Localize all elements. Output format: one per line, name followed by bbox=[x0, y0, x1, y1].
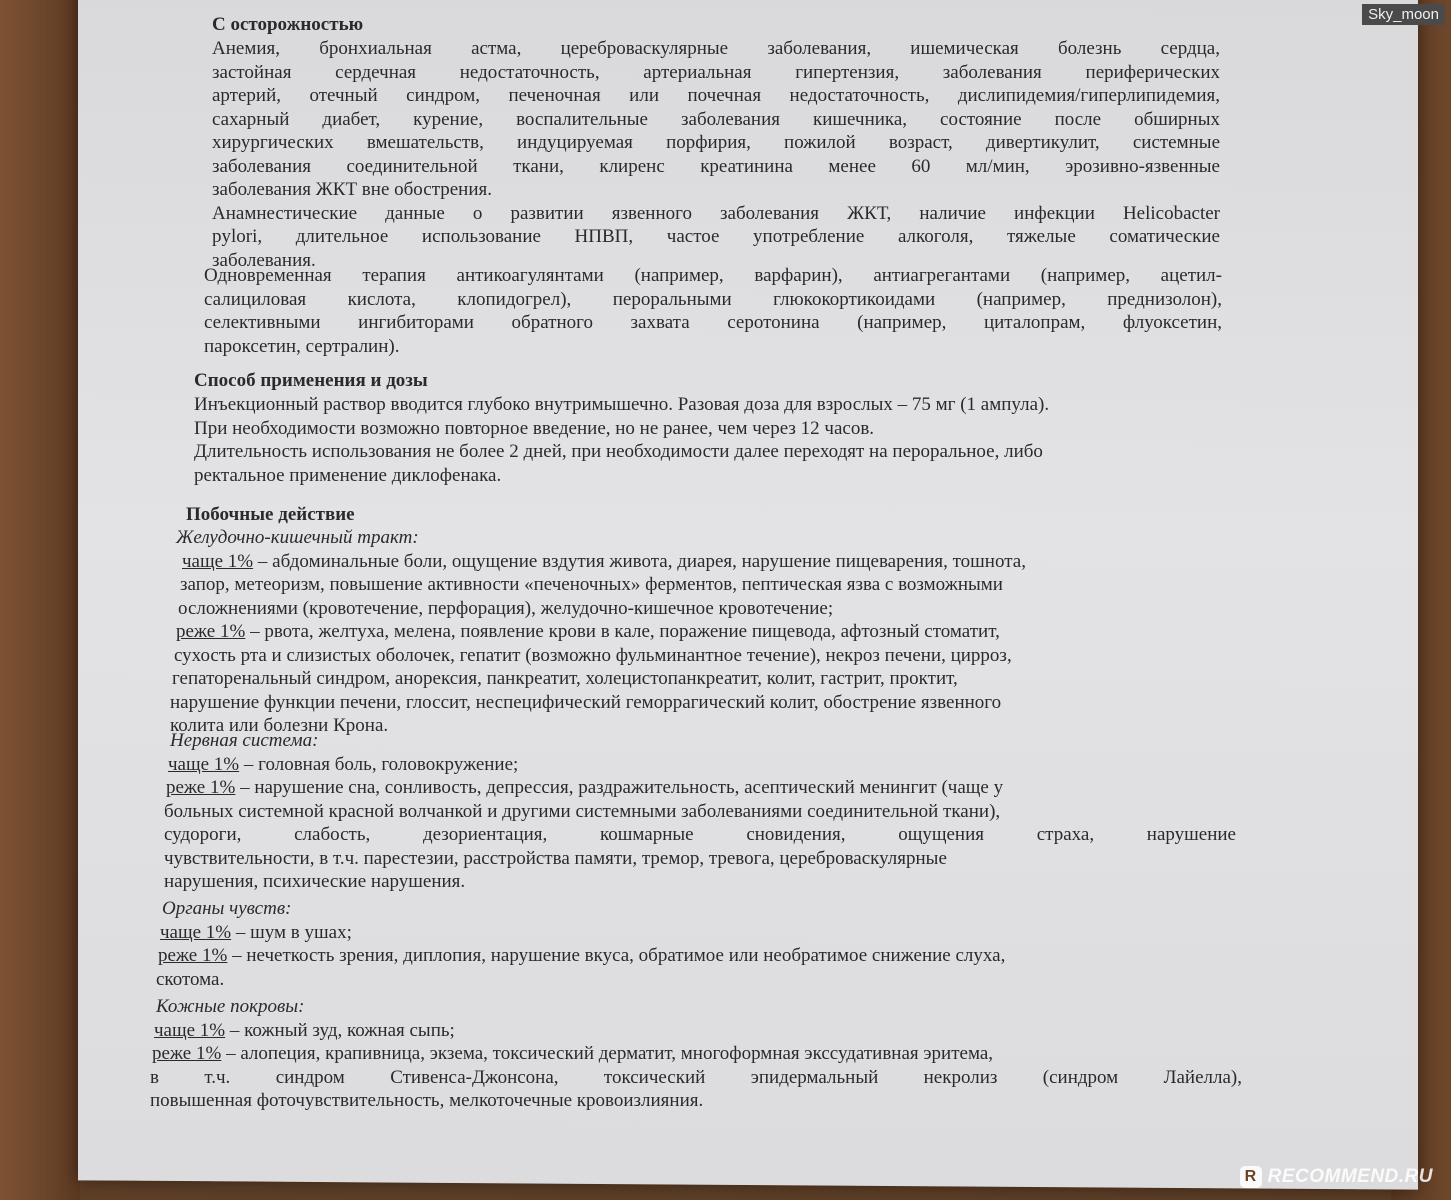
senses-title: Органы чувств: bbox=[162, 898, 292, 919]
caution-section bbox=[212, 14, 1220, 272]
frequency-label: реже 1% bbox=[176, 621, 246, 642]
caution-section-cont bbox=[204, 264, 1222, 358]
dosage-title: Способ применения и дозы bbox=[194, 370, 428, 391]
nervous-title: Нервная система: bbox=[170, 730, 319, 751]
caution-line: Одновременная терапия антикоагулянтами (например, варфарин), антиагрегантами (например, ацетил- bbox=[204, 265, 1222, 286]
nervous-often-line bbox=[168, 753, 1239, 777]
caution-line: сахарный диабет, курение, воспалительные заболевания кишечника, состояние после обширных bbox=[212, 108, 1220, 130]
skin-often-text: – кожный зуд, кожная сыпь; bbox=[225, 1019, 455, 1041]
gi-rare-line bbox=[176, 620, 1236, 644]
gi-often-line: запор, метеоризм, повышение активности «печеночных» ферментов, пептическая язва с возможными bbox=[180, 574, 1003, 595]
nervous-section bbox=[164, 729, 1239, 894]
nervous-rare-line: больных системной красной волчанкой и другими системными заболеваниями соединительной ткани), bbox=[164, 800, 1001, 822]
caution-line: пароксетин, сертралин). bbox=[204, 335, 400, 357]
site-watermark bbox=[1240, 1166, 1433, 1188]
caution-line: артерий, отечный синдром, печеночная или почечная недостаточность, дислипидемия/гиперлипидемия, bbox=[212, 85, 1220, 106]
senses-rare-line bbox=[158, 944, 1241, 968]
nervous-rare-line: чувствительности, в т.ч. парестезии, расстройства памяти, тремор, тревога, цереброваскулярные bbox=[164, 847, 947, 869]
caution-line: заболевания соединительной ткани, клиренс креатинина менее 60 мл/мин, эрозивно-язвенные bbox=[212, 155, 1220, 177]
side-effects-title: Побочные действие bbox=[186, 504, 355, 525]
gi-rare-line: гепаторенальный синдром, анорексия, панкреатит, холецистопанкреатит, колит, гастрит, проктит, bbox=[172, 668, 958, 689]
caution-line: Анемия, бронхиальная астма, цереброваскулярные заболевания, ишемическая болезнь сердца, bbox=[212, 38, 1220, 59]
senses-often-line bbox=[160, 921, 1241, 945]
frequency-label: чаще 1% bbox=[154, 1019, 226, 1041]
gi-often-text: – абдоминальные боли, ощущение вздутия живота, диарея, нарушение пищеварения, тошнота, bbox=[253, 550, 1026, 572]
caution-line: селективными ингибиторами обратного захвата серотонина (например, циталопрам, флуоксетин, bbox=[204, 312, 1222, 333]
senses-often-text: – шум в ушах; bbox=[231, 921, 352, 943]
caution-line: заболевания. bbox=[212, 249, 316, 271]
frequency-label: реже 1% bbox=[166, 777, 236, 798]
skin-section bbox=[150, 995, 1245, 1113]
skin-often-line bbox=[154, 1019, 1245, 1043]
dosage-section bbox=[194, 370, 1224, 487]
dosage-line: ректальное применение диклофенака. bbox=[194, 464, 502, 486]
senses-rare-text: – нечеткость зрения, диплопия, нарушение вкуса, обратимое или необратимое снижение слуха, bbox=[227, 945, 1006, 966]
caution-title: С осторожностью bbox=[212, 14, 364, 35]
frequency-label: чаще 1% bbox=[168, 753, 240, 775]
caution-line: салициловая кислота, клопидогрел), пероральными глюкокортикоидами (например, преднизолон), bbox=[204, 288, 1222, 310]
gi-rare-text: – рвота, желтуха, мелена, появление крови в кале, поражение пищевода, афтозный стоматит, bbox=[245, 621, 1000, 642]
senses-section bbox=[156, 897, 1241, 991]
gi-often-line bbox=[182, 550, 1236, 574]
skin-rare-line: в т.ч. синдром Стивенса-Джонсона, токсический эпидермальный некролиз (синдром Лайелла), bbox=[150, 1066, 1242, 1088]
senses-rare-line: скотома. bbox=[156, 968, 225, 990]
skin-rare-line bbox=[152, 1042, 1245, 1066]
nervous-rare-text: – нарушение сна, сонливость, депрессия, раздражительность, асептический менингит (чаще у bbox=[235, 777, 1004, 798]
caution-line: pylori, длительное использование НПВП, частое употребление алкоголя, тяжелые соматические bbox=[212, 226, 1220, 247]
frequency-label: реже 1% bbox=[152, 1043, 222, 1064]
caution-line: хирургических вмешательств, индуцируемая порфирия, пожилой возраст, дивертикулит, системные bbox=[212, 132, 1220, 153]
nervous-rare-line: нарушения, психические нарушения. bbox=[164, 871, 466, 892]
frequency-label: реже 1% bbox=[158, 945, 228, 966]
gi-rare-line: колита или болезни Крона. bbox=[170, 715, 389, 736]
dosage-line: Инъекционный раствор вводится глубоко внутримышечно. Разовая доза для взрослых – 75 мг (1 ампула). bbox=[194, 394, 1050, 415]
skin-rare-line: повышенная фоточувствительность, мелкоточечные кровоизлияния. bbox=[150, 1090, 704, 1111]
skin-rare-text: – алопеция, крапивница, экзема, токсический дерматит, многоформная экссудативная эритема, bbox=[221, 1043, 994, 1064]
gi-title: Желудочно-кишечный тракт: bbox=[176, 527, 419, 548]
caution-line: заболевания ЖКТ вне обострения. bbox=[212, 179, 492, 200]
gi-rare-line: нарушение функции печени, глоссит, неспецифический геморрагический колит, обострение язвенного bbox=[170, 691, 1002, 713]
dosage-line: При необходимости возможно повторное введение, но не ранее, чем через 12 часов. bbox=[194, 417, 875, 439]
caution-line: застойная сердечная недостаточность, артериальная гипертензия, заболевания периферических bbox=[212, 61, 1220, 83]
skin-title: Кожные покровы: bbox=[156, 996, 305, 1017]
nervous-rare-line bbox=[166, 776, 1239, 800]
side-effects-section bbox=[170, 504, 1236, 738]
dosage-line: Длительность использования не более 2 дней, при необходимости далее переходят на пероральное, либо bbox=[194, 441, 1043, 462]
frequency-label: чаще 1% bbox=[182, 550, 254, 572]
gi-often-line: осложнениями (кровотечение, перфорация), желудочно-кишечное кровотечение; bbox=[178, 597, 834, 619]
frequency-label: чаще 1% bbox=[160, 921, 232, 943]
author-watermark: Sky_moon bbox=[1362, 4, 1445, 25]
recommend-logo-icon: R bbox=[1240, 1166, 1262, 1188]
gi-rare-line: сухость рта и слизистых оболочек, гепатит (возможно фульминантное течение), некроз печени, цирроз, bbox=[174, 644, 1012, 666]
site-watermark-text: RECOMMEND.RU bbox=[1267, 1166, 1433, 1187]
caution-line: Анамнестические данные о развитии язвенного заболевания ЖКТ, наличие инфекции Helicobacter bbox=[212, 202, 1220, 224]
nervous-rare-line: судороги, слабость, дезориентация, кошмарные сновидения, ощущения страха, нарушение bbox=[164, 824, 1236, 845]
nervous-often-text: – головная боль, головокружение; bbox=[239, 753, 519, 775]
